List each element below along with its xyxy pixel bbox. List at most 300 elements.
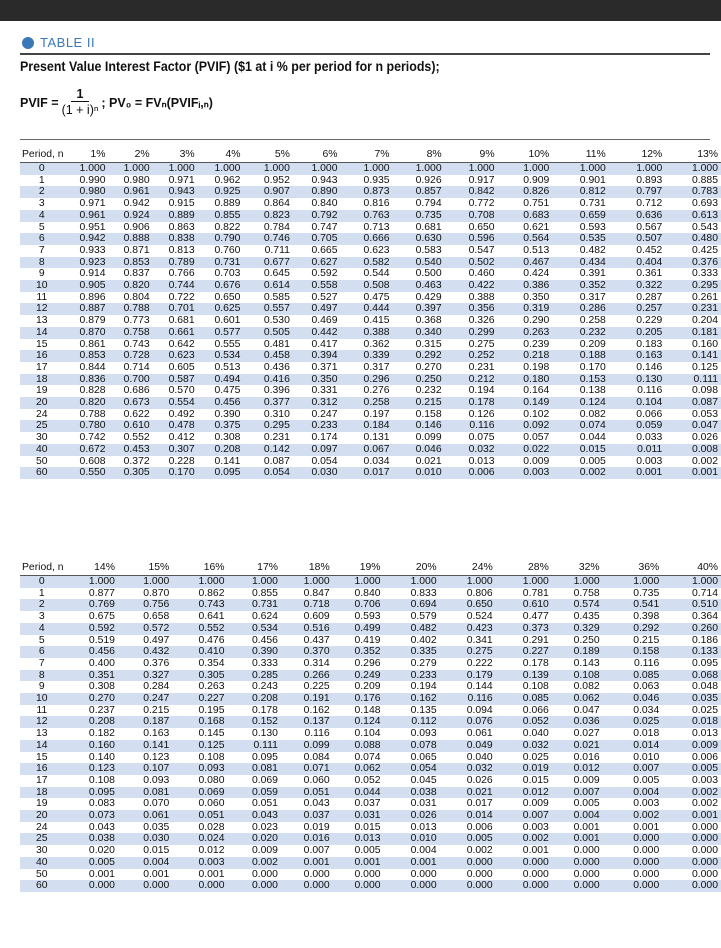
pvif-value-cell: 0.686 [123, 385, 150, 397]
pvif-value-cell: 0.247 [311, 408, 338, 420]
pvif-value-cell: 0.010 [393, 467, 445, 479]
pvif-value-cell: 0.186 [691, 634, 718, 646]
pvif-value-cell: 0.162 [384, 693, 440, 705]
table-row [20, 385, 721, 397]
period-cell: 12 [20, 716, 64, 728]
pvif-value-cell: 0.583 [415, 244, 442, 256]
table-row [20, 740, 721, 752]
table-row [20, 752, 721, 764]
table-row [20, 222, 721, 234]
table-row [20, 658, 721, 670]
table-row [20, 339, 721, 351]
pvif-value-cell: 0.062 [333, 763, 384, 775]
rate-header: 8% [393, 148, 445, 163]
pvif-value-cell: 0.146 [636, 361, 663, 373]
pvif-value-cell: 0.001 [552, 833, 603, 845]
period-cell: 16 [20, 763, 64, 775]
period-cell: 0 [20, 163, 64, 175]
pvif-value-cell: 0.141 [214, 455, 241, 467]
pvif-value-cell: 0.001 [88, 868, 115, 880]
formula-rhs: ; PV₀ = FVₙ(PVIFᵢ,ₙ) [101, 96, 213, 110]
pvif-value-cell: 0.478 [153, 420, 198, 432]
pvif-value-cell: 0.890 [293, 186, 341, 198]
period-cell: 19 [36, 385, 48, 397]
pvif-value-cell: 0.043 [303, 798, 330, 810]
pvif-value-cell: 0.014 [603, 740, 663, 752]
pvif-value-cell: 0.007 [496, 810, 552, 822]
pvif-value-cell: 0.642 [168, 338, 195, 350]
pvif-value-cell: 1.000 [341, 163, 393, 175]
pvif-value-cell: 0.284 [143, 681, 170, 693]
pvif-value-cell: 0.208 [198, 444, 244, 456]
pvif-value-cell: 0.351 [64, 670, 118, 682]
pvif-value-cell: 0.012 [198, 845, 225, 857]
period-cell: 17 [36, 774, 48, 786]
pvif-value-cell: 0.002 [496, 833, 552, 845]
pvif-value-cell: 0.582 [341, 257, 393, 269]
period-cell: 40 [20, 857, 64, 869]
table-row [20, 728, 721, 740]
pvif-value-cell: 0.650 [468, 221, 495, 233]
pvif-value-cell: 0.010 [633, 751, 660, 763]
pvif-value-cell: 0.068 [662, 670, 721, 682]
pvif-value-cell: 0.535 [552, 233, 609, 245]
pvif-value-cell: 0.000 [603, 880, 663, 892]
pvif-value-cell: 0.665 [311, 244, 338, 256]
pvif-value-cell: 0.130 [251, 728, 278, 740]
pvif-value-cell: 0.840 [311, 198, 338, 210]
pvif-value-cell: 0.013 [691, 728, 718, 740]
table-row [20, 787, 721, 799]
pvif-value-cell: 0.681 [415, 221, 442, 233]
period-cell: 15 [36, 338, 48, 350]
pvif-value-cell: 0.163 [609, 350, 666, 362]
pvif-value-cell: 0.081 [118, 787, 172, 799]
pvif-value-cell: 0.124 [552, 397, 609, 409]
pvif-value-cell: 0.290 [523, 315, 550, 327]
pvif-value-cell: 0.694 [384, 599, 440, 611]
pvif-value-cell: 0.140 [88, 751, 115, 763]
period-cell: 7 [38, 244, 45, 256]
pvif-value-cell: 0.032 [440, 763, 496, 775]
rate-header: 40% [662, 561, 721, 576]
pvif-value-cell: 0.370 [281, 646, 333, 658]
table-row [20, 623, 721, 635]
pvif-value-cell: 0.002 [603, 810, 663, 822]
pvif-value-cell: 0.014 [440, 810, 496, 822]
pvif-value-cell: 0.000 [662, 857, 721, 869]
pvif-value-cell: 0.059 [609, 420, 666, 432]
pvif-value-cell: 0.126 [468, 408, 495, 420]
pvif-value-cell: 0.053 [691, 408, 718, 420]
pvif-value-cell: 0.361 [636, 268, 663, 280]
pvif-value-cell: 0.609 [303, 611, 330, 623]
pvif-value-cell: 0.480 [665, 233, 721, 245]
pvif-value-cell: 0.718 [281, 599, 333, 611]
pvif-value-cell: 0.208 [228, 693, 281, 705]
pvif-value-cell: 0.673 [109, 397, 153, 409]
pvif-value-cell: 0.078 [384, 740, 440, 752]
pvif-value-cell: 0.000 [552, 857, 603, 869]
pvif-value-cell: 0.000 [603, 833, 663, 845]
pvif-value-cell: 1.000 [552, 163, 609, 175]
pvif-value-cell: 0.116 [445, 420, 498, 432]
pvif-value-cell: 0.008 [665, 444, 721, 456]
pvif-value-cell: 0.943 [311, 174, 338, 186]
pvif-value-cell: 0.000 [466, 868, 493, 880]
pvif-value-cell: 0.593 [354, 611, 381, 623]
pvif-value-cell: 0.093 [143, 774, 170, 786]
pvif-value-cell: 0.075 [468, 432, 495, 444]
pvif-value-cell: 0.870 [143, 587, 170, 599]
period-cell: 11 [36, 291, 48, 303]
pvif-value-cell: 0.035 [662, 693, 721, 705]
pvif-value-cell: 0.043 [228, 810, 281, 822]
rate-header: 36% [603, 561, 663, 576]
rate-header: 1% [64, 148, 109, 163]
pvif-value-cell: 0.093 [410, 728, 437, 740]
pvif-value-cell: 0.820 [64, 397, 109, 409]
pvif-value-cell: 0.123 [64, 763, 118, 775]
pvif-value-cell: 0.275 [468, 338, 495, 350]
period-cell: 25 [20, 420, 64, 432]
pvif-value-cell: 0.231 [665, 303, 721, 315]
pvif-value-cell: 0.054 [384, 763, 440, 775]
pvif-value-cell: 0.180 [498, 374, 553, 386]
pvif-value-cell: 0.429 [415, 291, 442, 303]
pvif-value-cell: 0.198 [523, 361, 550, 373]
pvif-value-cell: 0.021 [440, 787, 496, 799]
pvif-value-cell: 0.030 [118, 833, 172, 845]
pvif-value-cell: 0.002 [662, 787, 721, 799]
pvif-value-cell: 0.000 [496, 857, 552, 869]
pvif-value-cell: 0.567 [636, 221, 663, 233]
formula-fraction [62, 87, 99, 118]
pvif-value-cell: 0.469 [311, 315, 338, 327]
table-row [20, 280, 721, 292]
pvif-value-cell: 0.790 [198, 233, 244, 245]
pvif-value-cell: 0.146 [393, 420, 445, 432]
pvif-value-cell: 0.231 [263, 432, 290, 444]
period-cell: 9 [38, 681, 45, 693]
pvif-value-cell: 0.396 [263, 385, 290, 397]
pvif-value-cell: 0.564 [498, 233, 553, 245]
pvif-value-cell: 0.044 [333, 787, 384, 799]
pvif-value-cell: 0.011 [609, 444, 666, 456]
period-cell: 14 [20, 327, 64, 339]
pvif-value-cell: 0.026 [466, 774, 493, 786]
pvif-value-cell: 0.305 [172, 670, 227, 682]
pvif-value-cell: 0.333 [691, 268, 718, 280]
pvif-value-cell: 0.828 [79, 385, 106, 397]
pvif-value-cell: 0.416 [243, 374, 292, 386]
pvif-value-cell: 0.153 [552, 374, 609, 386]
pvif-value-cell: 0.909 [523, 174, 550, 186]
pvif-value-cell: 0.645 [263, 268, 290, 280]
period-cell: 9 [38, 268, 45, 280]
pvif-value-cell: 0.083 [88, 798, 115, 810]
pvif-value-cell: 0.758 [573, 587, 600, 599]
pvif-value-cell: 0.006 [466, 821, 493, 833]
pvif-value-cell: 0.074 [354, 751, 381, 763]
pvif-value-cell: 0.885 [691, 174, 718, 186]
pvif-value-cell: 0.307 [153, 444, 198, 456]
pvif-value-cell: 0.006 [691, 751, 718, 763]
pvif-value-cell: 0.889 [214, 198, 241, 210]
pvif-value-cell: 0.048 [691, 681, 718, 693]
pvif-value-cell: 0.500 [415, 268, 442, 280]
pvif-value-cell: 0.004 [552, 810, 603, 822]
pvif-value-cell: 0.751 [523, 198, 550, 210]
pvif-value-cell: 0.386 [498, 280, 553, 292]
pvif-value-cell: 0.570 [168, 385, 195, 397]
rate-header: 28% [496, 561, 552, 576]
pvif-value-cell: 0.054 [311, 455, 338, 467]
period-cell: 30 [36, 845, 48, 857]
rate-header: 4% [198, 148, 244, 163]
period-cell: 10 [20, 280, 64, 292]
pvif-value-cell: 0.833 [410, 587, 437, 599]
period-cell: 18 [20, 374, 64, 386]
pvif-value-cell: 0.840 [354, 587, 381, 599]
rate-header: 32% [552, 561, 603, 576]
pvif-value-cell: 0.481 [263, 338, 290, 350]
pvif-value-cell: 0.227 [496, 646, 552, 658]
pvif-value-cell: 0.314 [303, 657, 330, 669]
pvif-value-cell: 0.585 [263, 291, 290, 303]
pvif-value-cell: 1.000 [64, 163, 109, 175]
pvif-value-cell: 0.152 [228, 716, 281, 728]
pvif-value-cell: 0.593 [579, 221, 606, 233]
pvif-value-cell: 0.187 [118, 716, 172, 728]
rate-header: 13% [665, 148, 721, 163]
pvif-value-cell: 0.215 [143, 704, 170, 716]
pvif-value-cell: 0.099 [281, 740, 333, 752]
pvif-value-cell: 0.040 [466, 751, 493, 763]
pvif-value-cell: 0.232 [552, 327, 609, 339]
pvif-value-cell: 0.183 [636, 338, 663, 350]
pvif-value-cell: 0.681 [168, 315, 195, 327]
pvif-value-cell: 0.250 [573, 634, 600, 646]
pvif-value-cell: 1.000 [64, 576, 118, 588]
pvif-value-cell: 0.291 [522, 634, 549, 646]
pvif-value-cell: 0.188 [552, 350, 609, 362]
pvif-value-cell: 0.744 [153, 280, 198, 292]
period-cell: 7 [38, 657, 45, 669]
pvif-value-cell: 0.621 [523, 221, 550, 233]
table-row [20, 303, 721, 315]
pvif-value-cell: 0.534 [228, 623, 281, 635]
pvif-value-cell: 0.000 [662, 880, 721, 892]
pvif-value-cell: 0.239 [523, 338, 550, 350]
pvif-value-cell: 0.000 [410, 868, 437, 880]
pvif-value-cell: 0.641 [198, 611, 225, 623]
pvif-value-cell: 0.060 [303, 774, 330, 786]
table-row [20, 292, 721, 304]
pvif-value-cell: 0.232 [415, 385, 442, 397]
pvif-value-cell: 0.608 [79, 455, 106, 467]
pvif-value-cell: 0.000 [354, 868, 381, 880]
pvif-value-cell: 0.444 [341, 303, 393, 315]
pvif-value-cell: 0.082 [573, 681, 600, 693]
pvif-value-cell: 0.097 [293, 444, 341, 456]
pvif-value-cell: 1.000 [118, 576, 172, 588]
pvif-value-cell: 0.125 [172, 740, 227, 752]
pvif-value-cell: 0.095 [691, 657, 718, 669]
pvif-value-cell: 0.436 [263, 361, 290, 373]
period-cell: 4 [20, 210, 64, 222]
pvif-value-cell: 0.317 [363, 361, 390, 373]
pvif-value-cell: 0.231 [468, 361, 495, 373]
pvif-value-cell: 0.081 [228, 763, 281, 775]
pvif-value-cell: 0.555 [214, 338, 241, 350]
pvif-value-cell: 0.047 [665, 420, 721, 432]
pvif-value-cell: 1.000 [662, 576, 721, 588]
table-row [20, 198, 721, 210]
pvif-value-cell: 0.015 [552, 444, 609, 456]
pvif-value-cell: 0.475 [363, 291, 390, 303]
pvif-value-cell: 0.026 [384, 810, 440, 822]
pvif-value-cell: 0.534 [198, 350, 244, 362]
pvif-value-cell: 0.209 [579, 338, 606, 350]
pvif-value-cell: 0.552 [123, 432, 150, 444]
period-cell: 40 [20, 444, 64, 456]
pvif-value-cell: 0.000 [251, 868, 278, 880]
pvif-value-cell: 0.905 [64, 280, 109, 292]
pvif-value-cell: 0.000 [333, 880, 384, 892]
period-cell: 2 [20, 599, 64, 611]
pvif-value-cell: 0.372 [123, 455, 150, 467]
pvif-value-cell: 0.205 [609, 327, 666, 339]
pvif-value-cell: 0.842 [445, 186, 498, 198]
pvif-value-cell: 0.425 [691, 244, 718, 256]
pvif-value-cell: 0.510 [662, 599, 721, 611]
pvif-value-cell: 0.404 [609, 257, 666, 269]
pvif-value-cell: 0.227 [172, 693, 227, 705]
pvif-value-cell: 0.735 [393, 210, 445, 222]
pvif-value-cell: 0.037 [354, 798, 381, 810]
pvif-value-cell: 0.160 [64, 740, 118, 752]
pvif-value-cell: 0.070 [143, 798, 170, 810]
pvif-value-cell: 0.033 [636, 432, 663, 444]
pvif-value-cell: 1.000 [243, 163, 292, 175]
table-row [20, 245, 721, 257]
pvif-value-cell: 0.962 [214, 174, 241, 186]
pvif-value-cell: 0.295 [243, 420, 292, 432]
pvif-value-cell: 0.003 [691, 774, 718, 786]
pvif-value-cell: 0.009 [662, 740, 721, 752]
pvif-value-cell: 0.000 [281, 880, 333, 892]
pvif-value-cell: 0.354 [198, 657, 225, 669]
rate-header: 9% [445, 148, 498, 163]
pvif-value-cell: 0.292 [393, 350, 445, 362]
pvif-value-cell: 0.002 [228, 857, 281, 869]
pvif-value-cell: 0.085 [603, 670, 663, 682]
pvif-value-cell: 0.057 [523, 432, 550, 444]
pvif-value-cell: 0.558 [293, 280, 341, 292]
period-cell: 25 [20, 833, 64, 845]
pvif-value-cell: 0.004 [603, 787, 663, 799]
pvif-value-cell: 1.000 [498, 163, 553, 175]
pvif-value-cell: 0.002 [691, 798, 718, 810]
pvif-value-cell: 0.924 [109, 210, 153, 222]
pvif-value-cell: 0.980 [64, 186, 109, 198]
pvif-value-cell: 1.000 [293, 163, 341, 175]
period-cell: 17 [36, 361, 48, 373]
pvif-value-cell: 0.094 [466, 704, 493, 716]
pvif-value-cell: 0.276 [363, 385, 390, 397]
pvif-value-cell: 0.000 [440, 857, 496, 869]
pvif-value-cell: 0.524 [466, 611, 493, 623]
pvif-value-cell: 1.000 [153, 163, 198, 175]
pvif-value-cell: 1.000 [281, 576, 333, 588]
pvif-value-cell: 0.019 [496, 763, 552, 775]
pvif-value-cell: 0.705 [293, 233, 341, 245]
pvif-value-cell: 0.463 [393, 280, 445, 292]
pvif-value-cell: 0.475 [214, 385, 241, 397]
pvif-value-cell: 0.137 [281, 716, 333, 728]
pvif-value-cell: 0.513 [214, 361, 241, 373]
rate-header: 2% [109, 148, 153, 163]
pvif-value-cell: 0.092 [498, 420, 553, 432]
pvif-value-cell: 0.923 [64, 257, 109, 269]
pvif-value-cell: 0.731 [228, 599, 281, 611]
pvif-value-cell: 0.098 [691, 385, 718, 397]
pvif-value-cell: 0.587 [153, 374, 198, 386]
table-row [20, 350, 721, 362]
pvif-value-cell: 0.527 [311, 291, 338, 303]
pvif-value-cell: 0.601 [214, 315, 241, 327]
pvif-value-cell: 0.162 [303, 704, 330, 716]
pvif-value-cell: 0.005 [579, 455, 606, 467]
rate-header: 10% [498, 148, 553, 163]
pvif-value-cell: 0.250 [393, 374, 445, 386]
pvif-value-cell: 0.116 [634, 657, 660, 669]
period-cell: 3 [38, 611, 45, 623]
period-cell: 50 [36, 455, 48, 467]
pvif-value-cell: 0.016 [281, 833, 333, 845]
pvif-value-cell: 0.061 [466, 728, 493, 740]
pvif-value-cell: 0.012 [496, 787, 552, 799]
pvif-value-cell: 0.661 [153, 327, 198, 339]
pvif-value-cell: 0.163 [143, 728, 170, 740]
pvif-value-cell: 0.820 [109, 280, 153, 292]
pvif-value-cell: 0.002 [691, 455, 718, 467]
pvif-value-cell: 0.001 [333, 857, 384, 869]
pvif-value-cell: 0.252 [445, 350, 498, 362]
pvif-value-cell: 0.467 [498, 257, 553, 269]
pvif-value-cell: 0.756 [118, 599, 172, 611]
pvif-value-cell: 0.424 [523, 268, 550, 280]
pvif-value-cell: 0.836 [64, 374, 109, 386]
pvif-value-cell: 0.857 [393, 186, 445, 198]
pvif-value-cell: 0.170 [579, 361, 606, 373]
pvif-value-cell: 0.174 [311, 432, 338, 444]
pvif-value-cell: 0.861 [79, 338, 106, 350]
pvif-value-cell: 0.728 [109, 350, 153, 362]
pvif-value-cell: 0.862 [198, 587, 225, 599]
pvif-value-cell: 0.390 [228, 646, 281, 658]
header-rule [20, 53, 710, 55]
period-cell: 19 [36, 798, 48, 810]
pvif-value-cell: 0.693 [691, 198, 718, 210]
pvif-value-cell: 0.007 [603, 763, 663, 775]
pvif-value-cell: 0.013 [468, 455, 495, 467]
pvif-value-cell: 0.596 [445, 233, 498, 245]
pvif-value-cell: 0.027 [573, 728, 600, 740]
rate-header: 3% [153, 148, 198, 163]
pvif-value-cell: 0.701 [153, 303, 198, 315]
